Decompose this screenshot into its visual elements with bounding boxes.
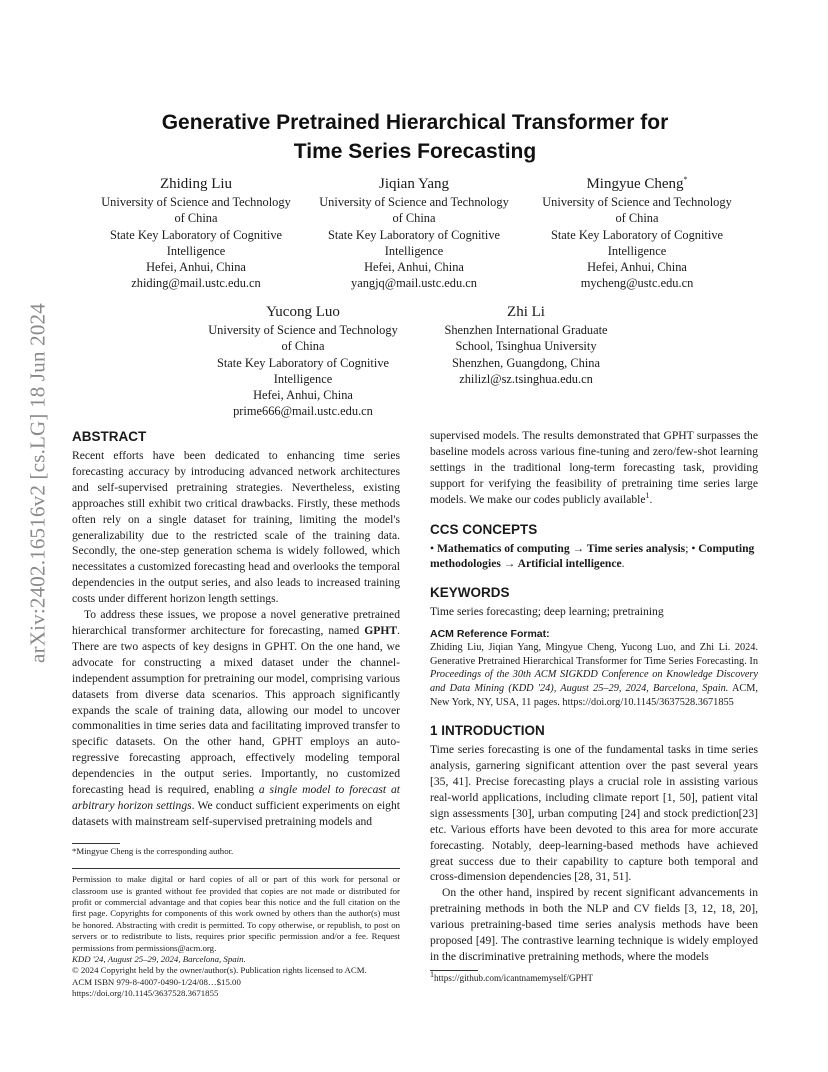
author-email: zhiding@mail.ustc.edu.cn: [131, 276, 261, 291]
author-block: [187, 303, 419, 420]
ccs-heading: CCS CONCEPTS: [430, 521, 538, 537]
author-name: Zhi Li: [507, 304, 545, 320]
author-name: Yucong Luo: [266, 304, 340, 320]
affiliation-line: Hefei, Anhui, China: [146, 260, 246, 275]
right-column: [430, 428, 758, 984]
author-block: [298, 175, 530, 292]
doi-link[interactable]: https://doi.org/10.1145/3637528.3671855: [72, 988, 219, 999]
keywords-text: Time series forecasting; deep learning; pretraining: [430, 605, 664, 619]
abstract-heading: ABSTRACT: [72, 429, 147, 444]
author-email: mycheng@ustc.edu.cn: [580, 276, 694, 291]
ccs-term: Mathematics of computing: [436, 541, 570, 555]
permission-notice: Permission to make digital or hard copies of all or part of this work for personal or classroom use is granted without fee provided that copies are not made or distributed for profit or commercial advantage and that copies bear this notice and the full citation on the first page. Copyrights for components of this work owned by others than the author(s) must be honored. Abstracting with credit is permitted. To copy otherwise, or republish, to post on servers or to redistribute to lists, requires prior specific permission and/or a fee. Request permissions from permissions@acm.org.: [72, 874, 400, 953]
bullet: •: [430, 541, 435, 555]
ccs-concepts: • Mathematics of computing → Time series analysis; • Computing methodologies → Artificial intelligence.: [430, 541, 755, 571]
affiliation-line: State Key Laboratory of Cognitive: [216, 355, 390, 370]
affiliation-line: University of Science and Technology: [208, 323, 398, 337]
ccs-term: Computing methodologies: [430, 541, 755, 571]
reference-proceedings: Proceedings of the 30th ACM SIGKDD Conference on Knowledge Discovery and Data Mining (KDD '24), August 25–29, 2024, Barcelona, Spain.: [430, 669, 758, 695]
affiliation-line: of China: [615, 211, 659, 226]
copyright-line: © 2024 Copyright held by the owner/author(s). Publication rights licensed to ACM.: [72, 965, 367, 976]
affiliation-line: Intelligence: [607, 243, 667, 258]
acm-reference-heading: ACM Reference Format:: [430, 628, 550, 641]
corresponding-author-footnote: *Mingyue Cheng is the corresponding author.: [72, 845, 234, 856]
abstract-text: . There are two aspects of key designs in GPHT. On the one hand, we advocate for constructing a mixed dataset under the channel-independent assumption for pretraining our model, comprising various datasets from diverse data scenarios. This approach significantly expands the scale of training data, allowing our model to uncover commonalities in time series data and facilitating improved transfer to specific datasets. On the other hand, GPHT employs an auto-regressive forecasting approach, effectively modeling temporal dependencies in the output series. Importantly, no customized forecasting head is required, enabling: [72, 623, 400, 797]
affiliation-line: University of Science and Technology: [542, 195, 732, 209]
affiliation-line: of China: [281, 339, 325, 354]
author-block: [80, 175, 312, 292]
author-email: prime666@mail.ustc.edu.cn: [233, 404, 373, 419]
affiliation-line: University of Science and Technology: [101, 195, 291, 209]
reference-tail: ACM, New York, NY, USA, 11 pages. https://doi.org/10.1145/3637528.3671855: [430, 683, 758, 708]
left-column: [72, 428, 400, 1000]
abstract-text: .: [649, 492, 653, 506]
affiliation-line: State Key Laboratory of Cognitive: [550, 227, 724, 242]
conference-venue: KDD '24, August 25–29, 2024, Barcelona, Spain.: [72, 954, 246, 964]
affiliation-line: Hefei, Anhui, China: [364, 260, 464, 275]
affiliation-line: Hefei, Anhui, China: [253, 388, 353, 403]
permission-divider: [72, 868, 400, 869]
title-line-2: Time Series Forecasting: [293, 140, 537, 163]
author-block: [410, 303, 642, 387]
author-email: zhilizl@sz.tsinghua.edu.cn: [459, 371, 593, 386]
author-name: [521, 175, 753, 194]
affiliation-line: Intelligence: [384, 243, 444, 258]
affiliation-line: of China: [174, 211, 218, 226]
affiliation-line: Intelligence: [166, 243, 226, 258]
title-line-1: Generative Pretrained Hierarchical Transformer for: [161, 111, 669, 134]
model-name: GPHT: [364, 623, 398, 637]
affiliation-line: Intelligence: [273, 371, 333, 386]
affiliation-line: Hefei, Anhui, China: [587, 260, 687, 275]
abstract-text: To address these issues, we propose a novel generative pretrained hierarchical transformer architecture for forecasting, named: [72, 608, 400, 637]
introduction-paragraph-1: Time series forecasting is one of the fundamental tasks in time series analysis, garnering significant attention over the past several years [35, 41]. Precise forecasting plays a crucial role in assisting various real-world applications, including climate report [1, 50], patient vital sign assessments [30], urban computing [24] and stock prediction[23] etc. Various efforts have been devoted to this area for more accurate forecasting. Notably, deep-learning-based methods have achieved great success due to their capability to capture both temporal and cross-dimension dependencies [28, 31, 51].: [430, 743, 758, 884]
affiliation-line: of China: [392, 211, 436, 226]
bullet: •: [691, 541, 696, 555]
footnote-ref[interactable]: 1: [645, 490, 650, 500]
acm-reference: [430, 641, 758, 709]
ccs-term: Time series analysis: [586, 541, 686, 555]
author-name: Zhiding Liu: [159, 176, 233, 192]
affiliation-line: Shenzhen, Guangdong, China: [452, 355, 600, 370]
author-block: [521, 175, 753, 292]
affiliation-line: State Key Laboratory of Cognitive: [109, 227, 283, 242]
introduction-heading: 1 INTRODUCTION: [430, 723, 545, 739]
abstract-paragraph-1: Recent efforts have been dedicated to enhancing time series forecasting accuracy by introducing advanced network architectures and self-supervised pretraining strategies. Nevertheless, existing approaches still exhibit two critical drawbacks. Firstly, these methods often rely on a single dataset for training, limiting the model's generalizability due to the restricted scale of the training data. Secondly, the one-step generation schema is widely followed, which necessitates a customized forecasting head and overlooks the temporal dependencies in the output series, and also leads to increased training costs under different horizon length settings.: [72, 449, 400, 606]
footnote-1: [430, 969, 758, 984]
arrow-icon: →: [572, 541, 585, 555]
abstract-emphasis: a single model to forecast at arbitrary horizon settings: [72, 783, 400, 812]
keywords-heading: KEYWORDS: [430, 585, 510, 601]
affiliation-line: School, Tsinghua University: [455, 339, 597, 354]
introduction-paragraph-2: On the other hand, inspired by recent significant advancements in pretraining methods in both the NLP and CV fields [3, 12, 18, 20], various pretraining-based time series analysis methods have been proposed [49]. The contrastive learning technique is widely employed in the discriminative pretraining methods, where the models: [430, 886, 758, 963]
reference-authors: Zhiding Liu, Jiqian Yang, Mingyue Cheng, Yucong Luo, and Zhi Li. 2024. Generative Pretrained Hierarchical Transformer for Time Series Forecasting. In: [430, 642, 758, 667]
footnote-divider: [72, 843, 120, 844]
author-name-text: Mingyue Cheng: [586, 176, 684, 192]
abstract-text: supervised models. The results demonstrated that GPHT surpasses the baseline models across various fine-tuning and zero/few-shot learning settings in the traditional long-term forecasting task, providing support for verifying the feasibility of pretraining time series large models. We make our codes publicly available: [430, 429, 758, 506]
abstract-text: . We conduct sufficient experiments on eight datasets with mainstream self-supervised pretraining models and: [72, 798, 400, 828]
affiliation-line: Shenzhen International Graduate: [444, 323, 608, 337]
abstract-paragraph-3: [430, 428, 758, 508]
ccs-term: Artificial intelligence: [517, 557, 622, 571]
arxiv-identifier: [18, 292, 58, 674]
corresponding-author-mark: *: [683, 175, 688, 184]
footnote-divider: [430, 970, 478, 971]
abstract-paragraph-2: [72, 607, 400, 830]
footnote-mark: 1: [430, 969, 434, 979]
isbn-line: ACM ISBN 979-8-4007-0490-1/24/08…$15.00: [72, 976, 241, 987]
github-link[interactable]: https://github.com/icantnamemyself/GPHT: [434, 972, 593, 983]
author-email: yangjq@mail.ustc.edu.cn: [351, 276, 477, 291]
arrow-icon: →: [503, 557, 516, 571]
paper-title: [70, 108, 760, 166]
arxiv-id-text: arXiv:2402.16516v2 [cs.LG] 18 Jun 2024: [25, 303, 50, 663]
affiliation-line: University of Science and Technology: [319, 195, 509, 209]
affiliation-line: State Key Laboratory of Cognitive: [327, 227, 501, 242]
author-name: Jiqian Yang: [378, 176, 449, 192]
